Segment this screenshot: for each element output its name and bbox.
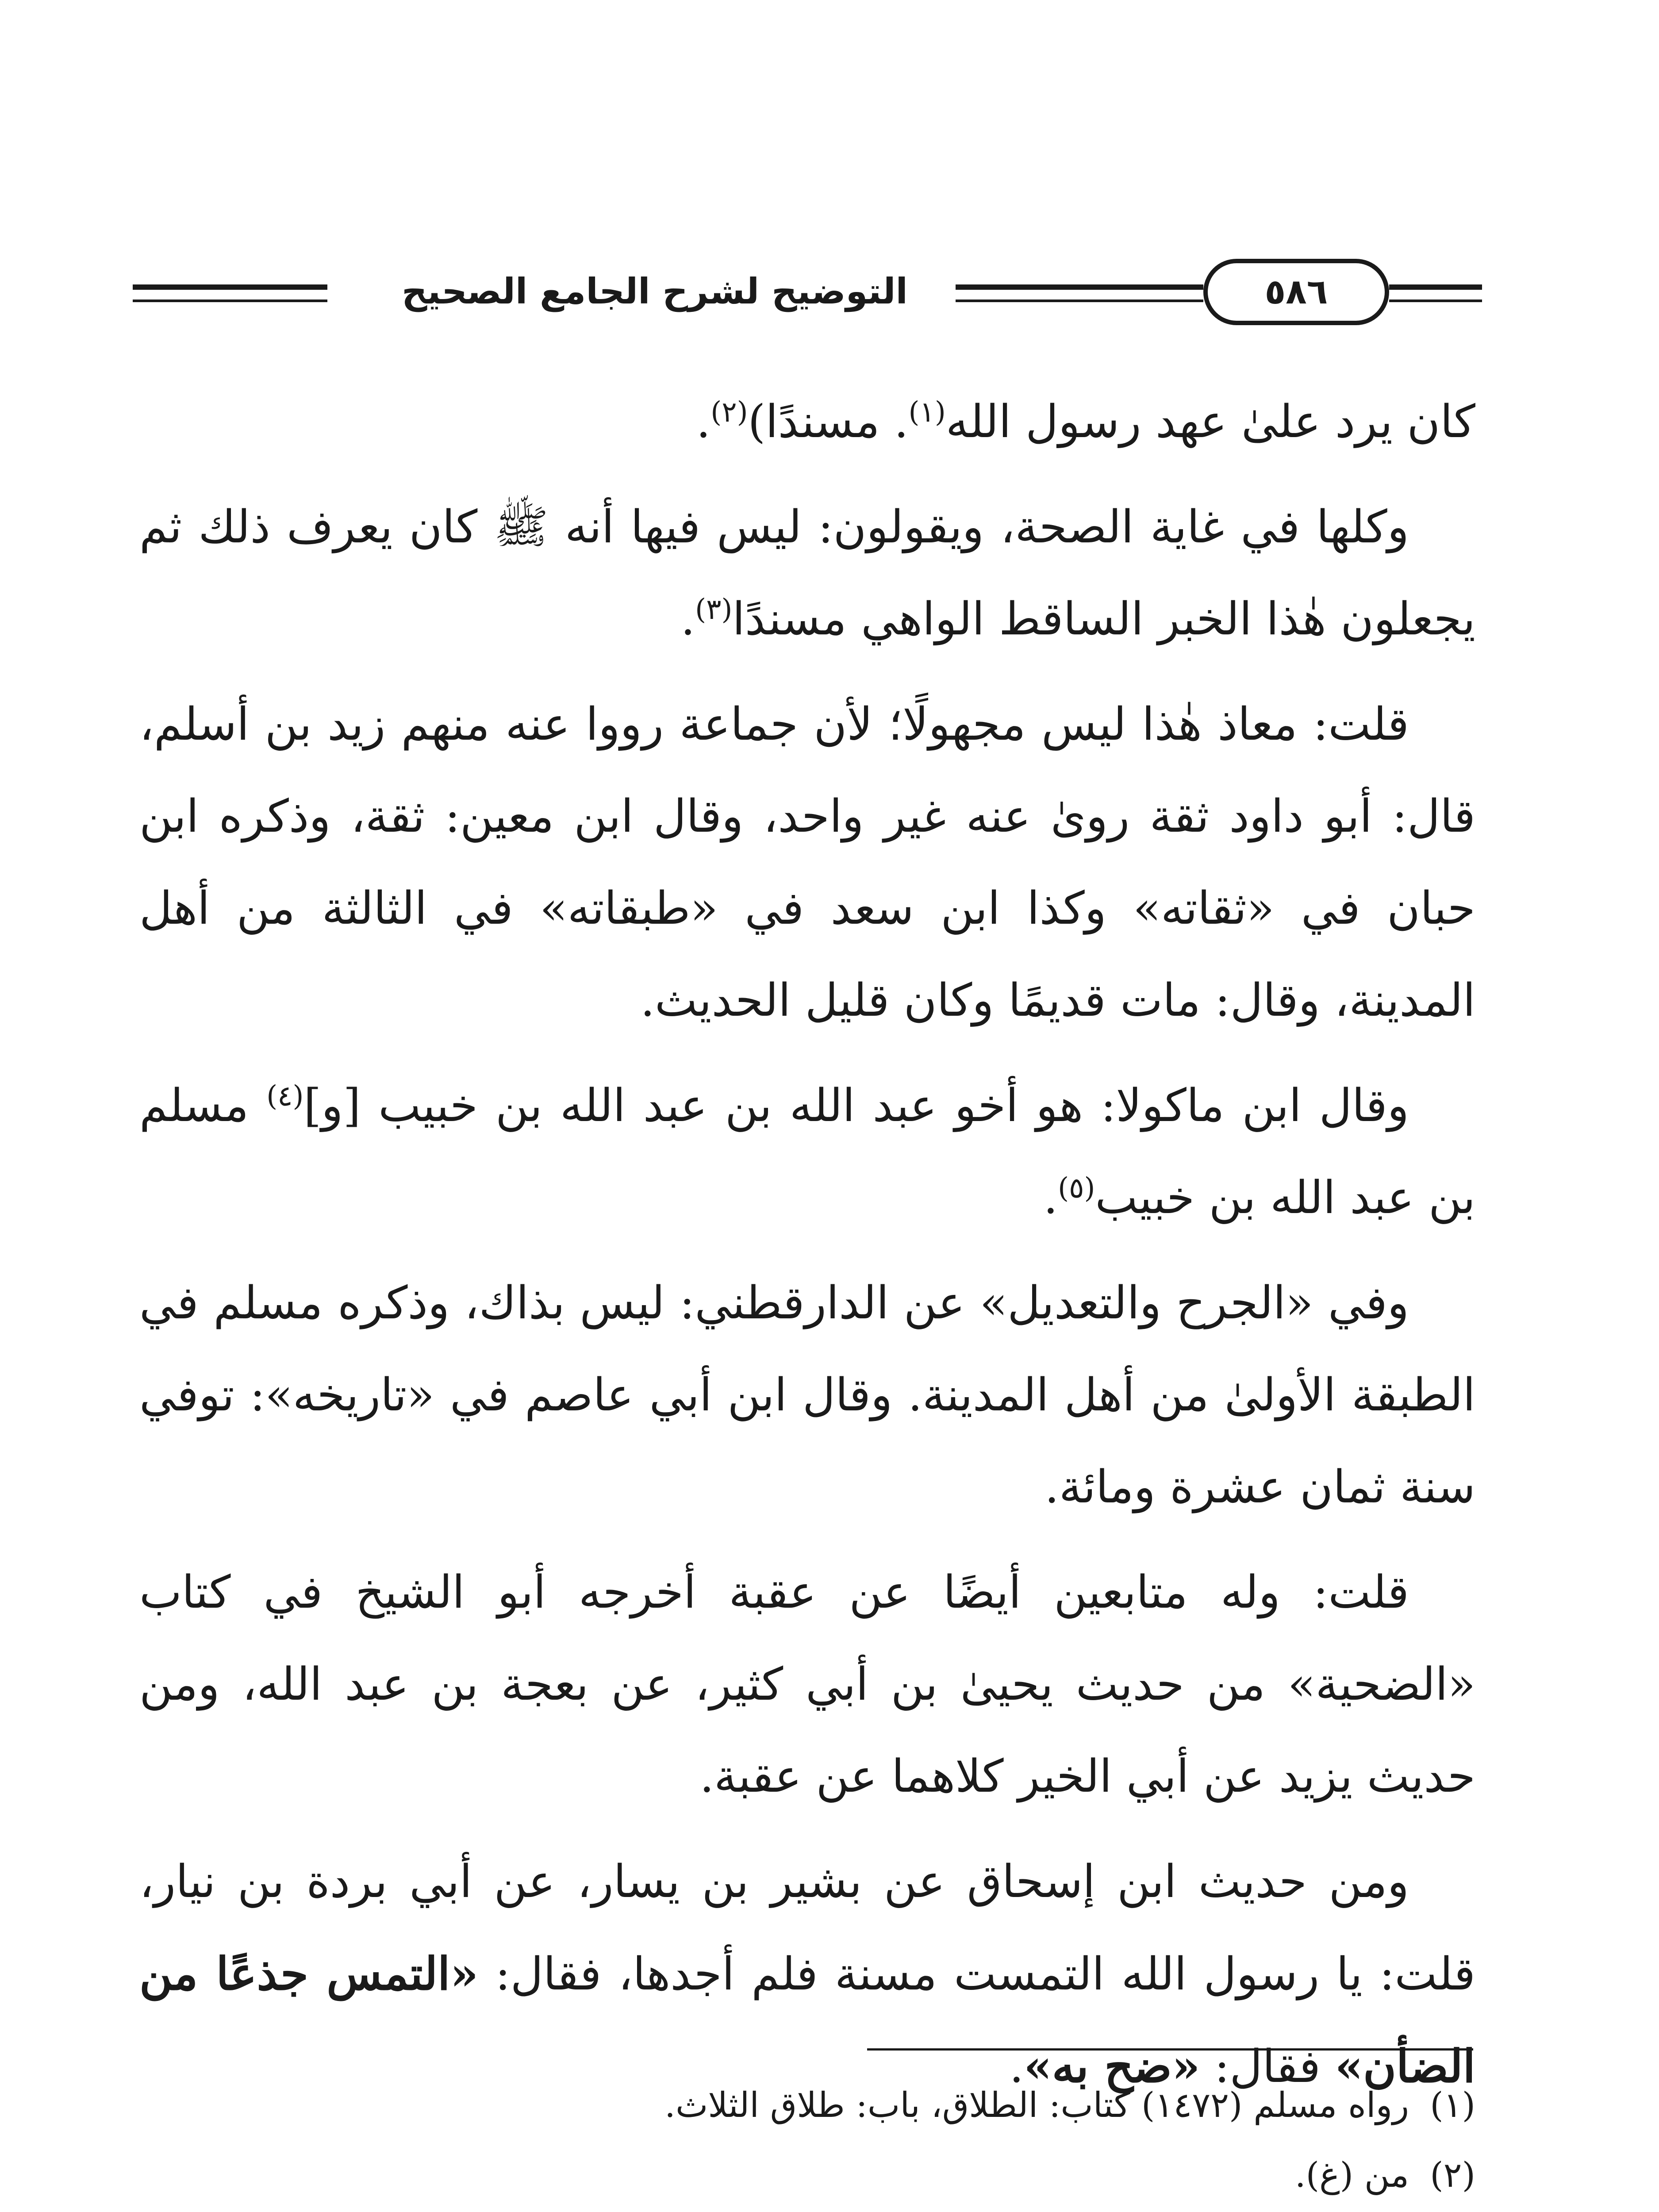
paragraph-1: كان يرد علىٰ عهد رسول الله$^{(١)}$. مسندًا)$^{(٢)}$.	[696, 396, 1475, 448]
paragraph-3: قلت: معاذ هٰذا ليس مجهولًا؛ لأن جماعة رووا عنه منهم زيد بن أسلم، قال: أبو داود ثقة روىٰ عنه غير واحد، وقال ابن معين: ثقة، وذكره ابن حبان في «ثقاته» وكذا ابن سعد في «طبقاته» في الثالثة من أهل المدينة، وقال: مات قديمًا وكان قليل الحديث.	[139, 698, 1475, 1027]
quote-1: «التمس جذعًا من الضأن»	[139, 1947, 1475, 2093]
header-rule-right-bottom	[1389, 300, 1482, 302]
book-title: التوضيح لشرح الجامع الصحيح	[402, 271, 908, 312]
header-rule-right-top	[1389, 284, 1482, 290]
footnotes	[139, 2070, 1475, 2212]
page-number: ٥٨٦	[1203, 259, 1389, 325]
running-header	[133, 250, 1482, 352]
paragraph-4: وقال ابن ماكولا: هو أخو عبد الله بن عبد الله بن خبيب [و]$^{(٤)}$ مسلم بن عبد الله بن خبيب$^{(٥)}$.	[139, 1079, 1475, 1224]
footnote-separator	[867, 2048, 1473, 2051]
header-rule-middle-top	[956, 284, 1203, 290]
quote-2: «ضح به»	[1024, 2040, 1200, 2093]
footnote-1: (١)رواه مسلم (١٤٧٢) كتاب: الطلاق، باب: طلاق الثلاث.	[664, 2085, 1475, 2125]
footnote-ref-1: (١)	[908, 396, 946, 429]
footnote-3	[139, 2210, 1475, 2212]
header-rule-left-top	[133, 284, 327, 290]
footnote-ref-2: (٢)	[710, 396, 748, 429]
paragraph-2: وكلها في غاية الصحة، ويقولون: ليس فيها أنه ﷺ كان يعرف ذلك ثم يجعلون هٰذا الخبر الساقط الواهي مسندًا$^{(٣)}$.	[139, 501, 1475, 645]
paragraph-7: ومن حديث ابن إسحاق عن بشير بن يسار، عن أبي بردة بن نيار، قلت: يا رسول الله التمست مسنة فلم أجدها، فقال: «التمس جذعًا من الضأن» فقال: «ضح به».	[139, 1855, 1476, 2093]
header-rule-left-bottom	[133, 300, 327, 302]
footnote-ref-5: (٥)	[1058, 1172, 1095, 1205]
paragraph-5: وفي «الجرح والتعديل» عن الدارقطني: ليس بذاك، وذكره مسلم في الطبقة الأولىٰ من أهل المدينة. وقال ابن أبي عاصم في «تاريخه»: توفي سنة ثمان عشرة ومائة.	[139, 1277, 1475, 1513]
main-text	[139, 376, 1475, 2126]
footnote-ref-4: (٤)	[266, 1080, 304, 1113]
footnote-ref-3: (٣)	[695, 593, 733, 626]
footnote-2: (٢)من (غ).	[1294, 2155, 1475, 2195]
header-rule-middle-bottom	[956, 300, 1203, 302]
paragraph-6: قلت: وله متابعين أيضًا عن عقبة أخرجه أبو الشيخ في كتاب «الضحية» من حديث يحيىٰ بن أبي كثير، عن بعجة بن عبد الله، ومن حديث يزيد عن أبي الخير كلاهما عن عقبة.	[139, 1566, 1475, 1803]
